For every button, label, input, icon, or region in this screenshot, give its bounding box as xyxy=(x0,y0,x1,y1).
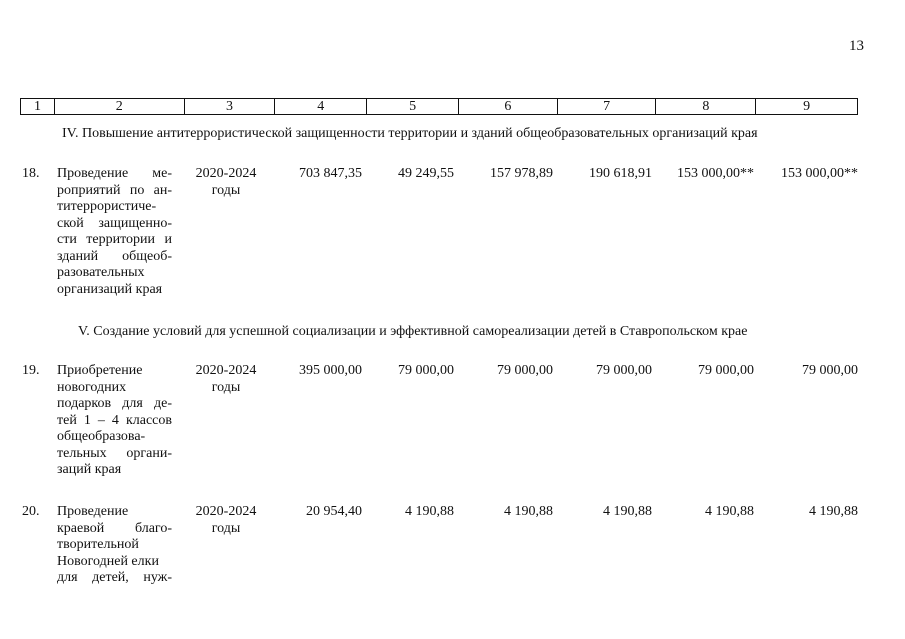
row-number: 20. xyxy=(22,504,40,519)
header-col-3: 3 xyxy=(185,99,276,114)
row-period xyxy=(186,363,266,396)
row-name-line: разовательных xyxy=(57,265,145,280)
row-name-line: сти территории и xyxy=(57,232,172,247)
row-value-col8: 4 190,88 xyxy=(705,504,754,519)
header-col-7: 7 xyxy=(558,99,657,114)
page-number: 13 xyxy=(849,38,864,54)
row-name-line: краевой благо- xyxy=(57,520,172,536)
row-period-line: 2020-2024 xyxy=(195,166,257,181)
header-col-9: 9 xyxy=(803,99,811,114)
row-value-col8: 79 000,00 xyxy=(698,363,754,378)
header-col-6: 6 xyxy=(459,99,558,114)
row-name-line: новогодних xyxy=(57,379,127,395)
row-name-line: подарков для де- xyxy=(57,396,172,411)
row-period-line: годы xyxy=(211,379,241,395)
header-col-5: 5 xyxy=(367,99,459,114)
row-value-col7: 4 190,88 xyxy=(603,504,652,519)
row-value-col6: 4 190,88 xyxy=(504,504,553,519)
row-value-col7: 79 000,00 xyxy=(596,363,652,378)
row-name-line: Приобретение xyxy=(57,363,143,378)
row-value-col6: 157 978,89 xyxy=(490,166,553,181)
row-value-col9: 153 000,00** xyxy=(781,166,858,181)
section-title-v: V. Создание условий для успешной социализации и эффективной самореализации детей в Ставропольском крае xyxy=(78,324,748,339)
row-value-col6: 79 000,00 xyxy=(497,363,553,378)
table-header-row xyxy=(20,98,858,115)
row-period xyxy=(186,166,266,199)
row-value-col7: 190 618,91 xyxy=(589,166,652,181)
row-name xyxy=(57,363,172,479)
row-name-line: творительной xyxy=(57,537,139,552)
row-name-line: ской защищенно- xyxy=(57,215,172,231)
row-period-line: годы xyxy=(211,520,241,536)
row-value-total: 395 000,00 xyxy=(299,363,362,378)
row-period-line: 2020-2024 xyxy=(195,504,257,519)
row-value-col9: 79 000,00 xyxy=(802,363,858,378)
header-col-4: 4 xyxy=(275,99,367,114)
row-name-line: зданий общеоб- xyxy=(57,248,172,264)
row-name-line: заций края xyxy=(57,462,122,477)
row-period-line: годы xyxy=(211,182,241,198)
header-col-8: 8 xyxy=(656,99,756,114)
row-name-line: титеррористиче- xyxy=(57,199,157,214)
row-name xyxy=(57,504,172,587)
row-period xyxy=(186,504,266,537)
row-period-line: 2020-2024 xyxy=(195,363,257,378)
row-name-line: тельных органи- xyxy=(57,445,172,461)
row-number: 19. xyxy=(22,363,40,378)
row-name-line: общеобразова- xyxy=(57,429,146,444)
row-value-col5: 79 000,00 xyxy=(398,363,454,378)
row-value-col5: 49 249,55 xyxy=(398,166,454,181)
row-number: 18. xyxy=(22,166,40,181)
header-col-1: 1 xyxy=(21,99,55,114)
row-name-line: Новогодней елки xyxy=(57,553,159,569)
row-value-total: 703 847,35 xyxy=(299,166,362,181)
row-name-line: роприятий по ан- xyxy=(57,182,172,198)
row-value-col9: 4 190,88 xyxy=(809,504,858,519)
section-title-iv: IV. Повышение антитеррористической защищенности территории и зданий общеобразовательных организаций края xyxy=(62,126,758,141)
row-name-line: организаций края xyxy=(57,281,163,297)
row-name xyxy=(57,166,172,298)
row-value-col8: 153 000,00** xyxy=(677,166,754,181)
row-name-line: для детей, нуж- xyxy=(57,570,172,585)
row-value-total: 20 954,40 xyxy=(306,504,362,519)
row-name-line: тей 1 – 4 классов xyxy=(57,412,172,428)
row-name-line: Проведение ме- xyxy=(57,166,172,181)
header-col-2: 2 xyxy=(55,99,185,114)
row-value-col5: 4 190,88 xyxy=(405,504,454,519)
row-name-line: Проведение xyxy=(57,504,129,519)
